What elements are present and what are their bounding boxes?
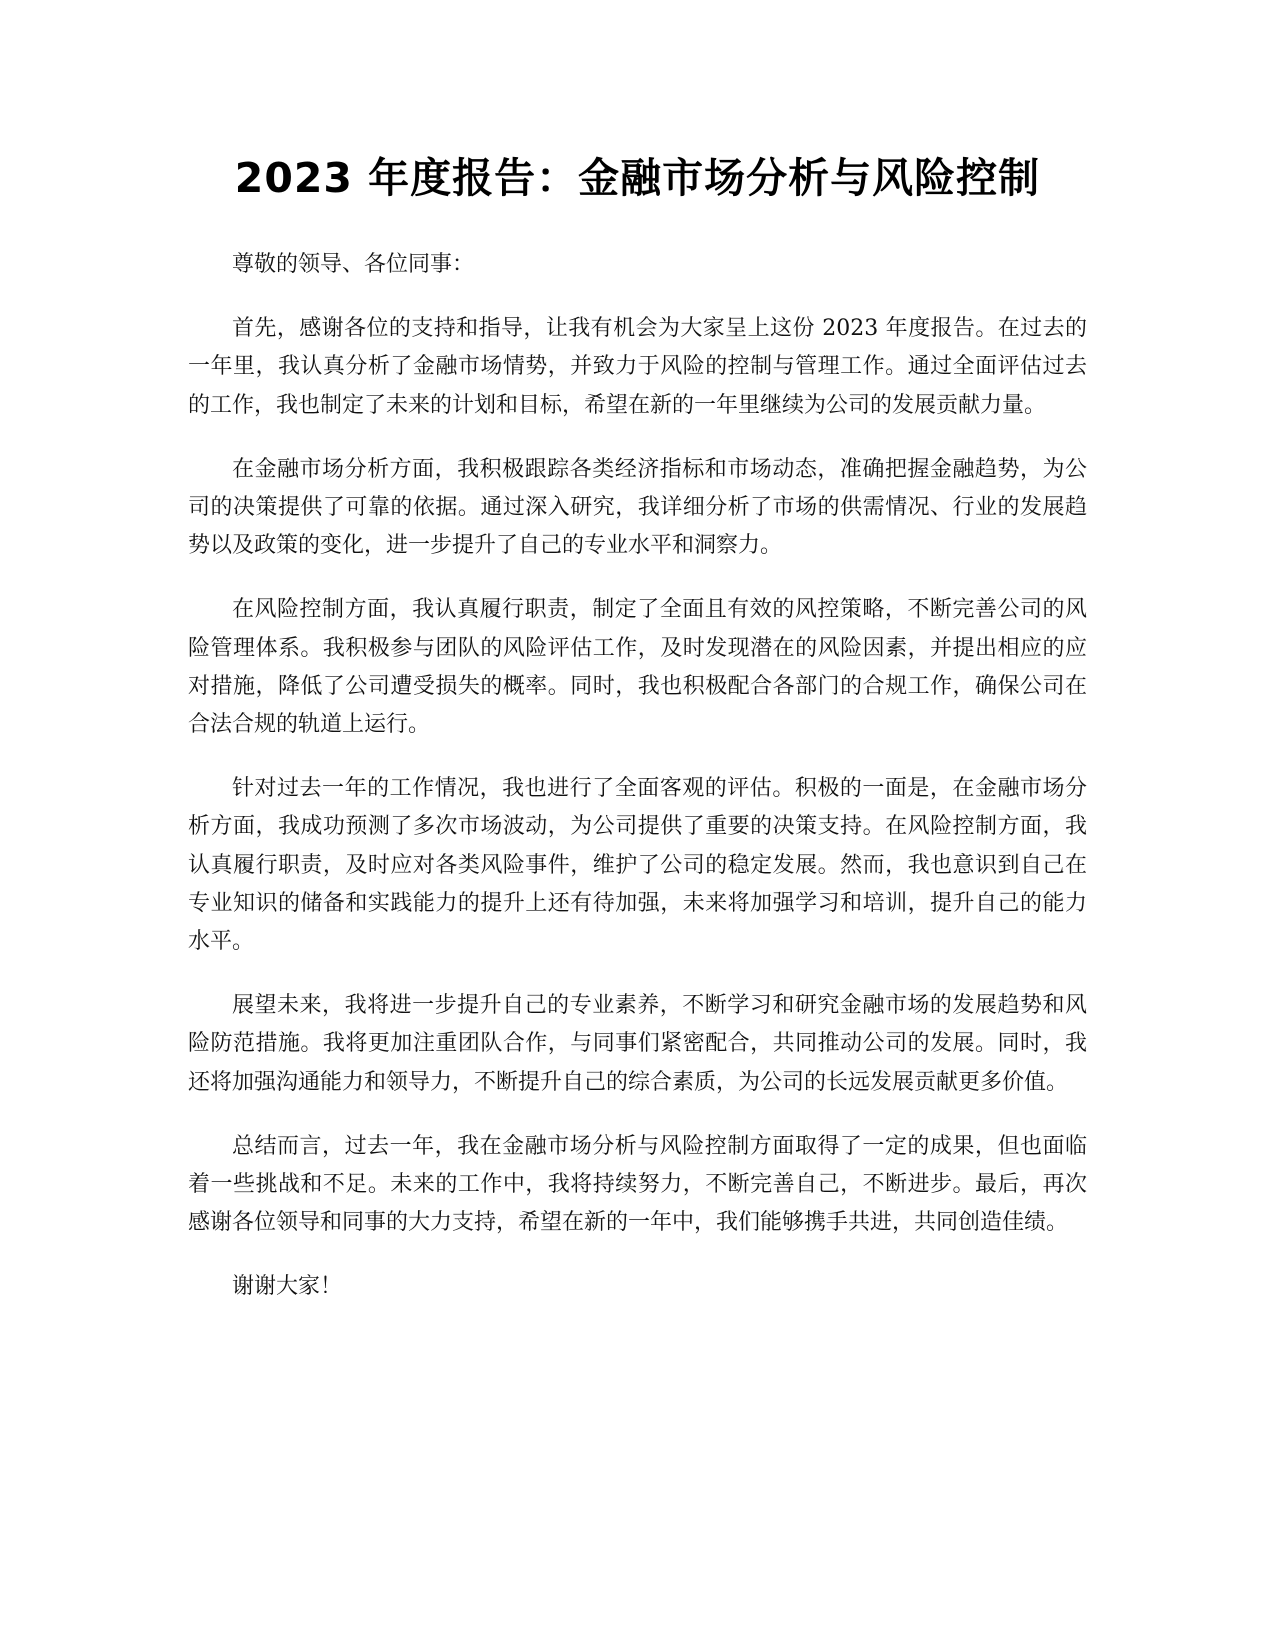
document-body	[188, 246, 1087, 1333]
greeting: 尊敬的领导、各位同事：	[232, 252, 475, 277]
paragraph-intro: 首先，感谢各位的支持和指导，让我有机会为大家呈上这份 2023 年度报告。在过去的一年里，我认真分析了金融市场情势，并致力于风险的控制与管理工作。通过全面评估过去的工作，我也制定了未来的计划和目标，希望在新的一年里继续为公司的发展贡献力量。	[188, 316, 1087, 418]
document-title: 2023 年度报告：金融市场分析与风险控制	[234, 154, 1041, 202]
closing: 谢谢大家！	[232, 1274, 343, 1300]
paragraph-market-analysis: 在金融市场分析方面，我积极跟踪各类经济指标和市场动态，准确把握金融趋势，为公司的决策提供了可靠的依据。通过深入研究，我详细分析了市场的供需情况、行业的发展趋势以及政策的变化，进一步提升了自己的专业水平和洞察力。	[188, 456, 1087, 559]
paragraph-evaluation: 针对过去一年的工作情况，我也进行了全面客观的评估。积极的一面是，在金融市场分析方面，我成功预测了多次市场波动，为公司提供了重要的决策支持。在风险控制方面，我认真履行职责，及时应对各类风险事件，维护了公司的稳定发展。然而，我也意识到自己在专业知识的储备和实践能力的提升上还有待加强，未来将加强学习和培训，提升自己的能力水平。	[188, 776, 1087, 955]
paragraph-outlook: 展望未来，我将进一步提升自己的专业素养，不断学习和研究金融市场的发展趋势和风险防范措施。我将更加注重团队合作，与同事们紧密配合，共同推动公司的发展。同时，我还将加强沟通能力和领导力，不断提升自己的综合素质，为公司的长远发展贡献更多价值。	[188, 993, 1087, 1095]
paragraph-summary: 总结而言，过去一年，我在金融市场分析与风险控制方面取得了一定的成果，但也面临着一些挑战和不足。未来的工作中，我将持续努力，不断完善自己，不断进步。最后，再次感谢各位领导和同事的大力支持，希望在新的一年中，我们能够携手共进，共同创造佳绩。	[188, 1133, 1087, 1236]
paragraph-risk-control: 在风险控制方面，我认真履行职责，制定了全面且有效的风控策略，不断完善公司的风险管理体系。我积极参与团队的风险评估工作，及时发现潜在的风险因素，并提出相应的应对措施，降低了公司遭受损失的概率。同时，我也积极配合各部门的合规工作，确保公司在合法合规的轨道上运行。	[188, 597, 1087, 738]
